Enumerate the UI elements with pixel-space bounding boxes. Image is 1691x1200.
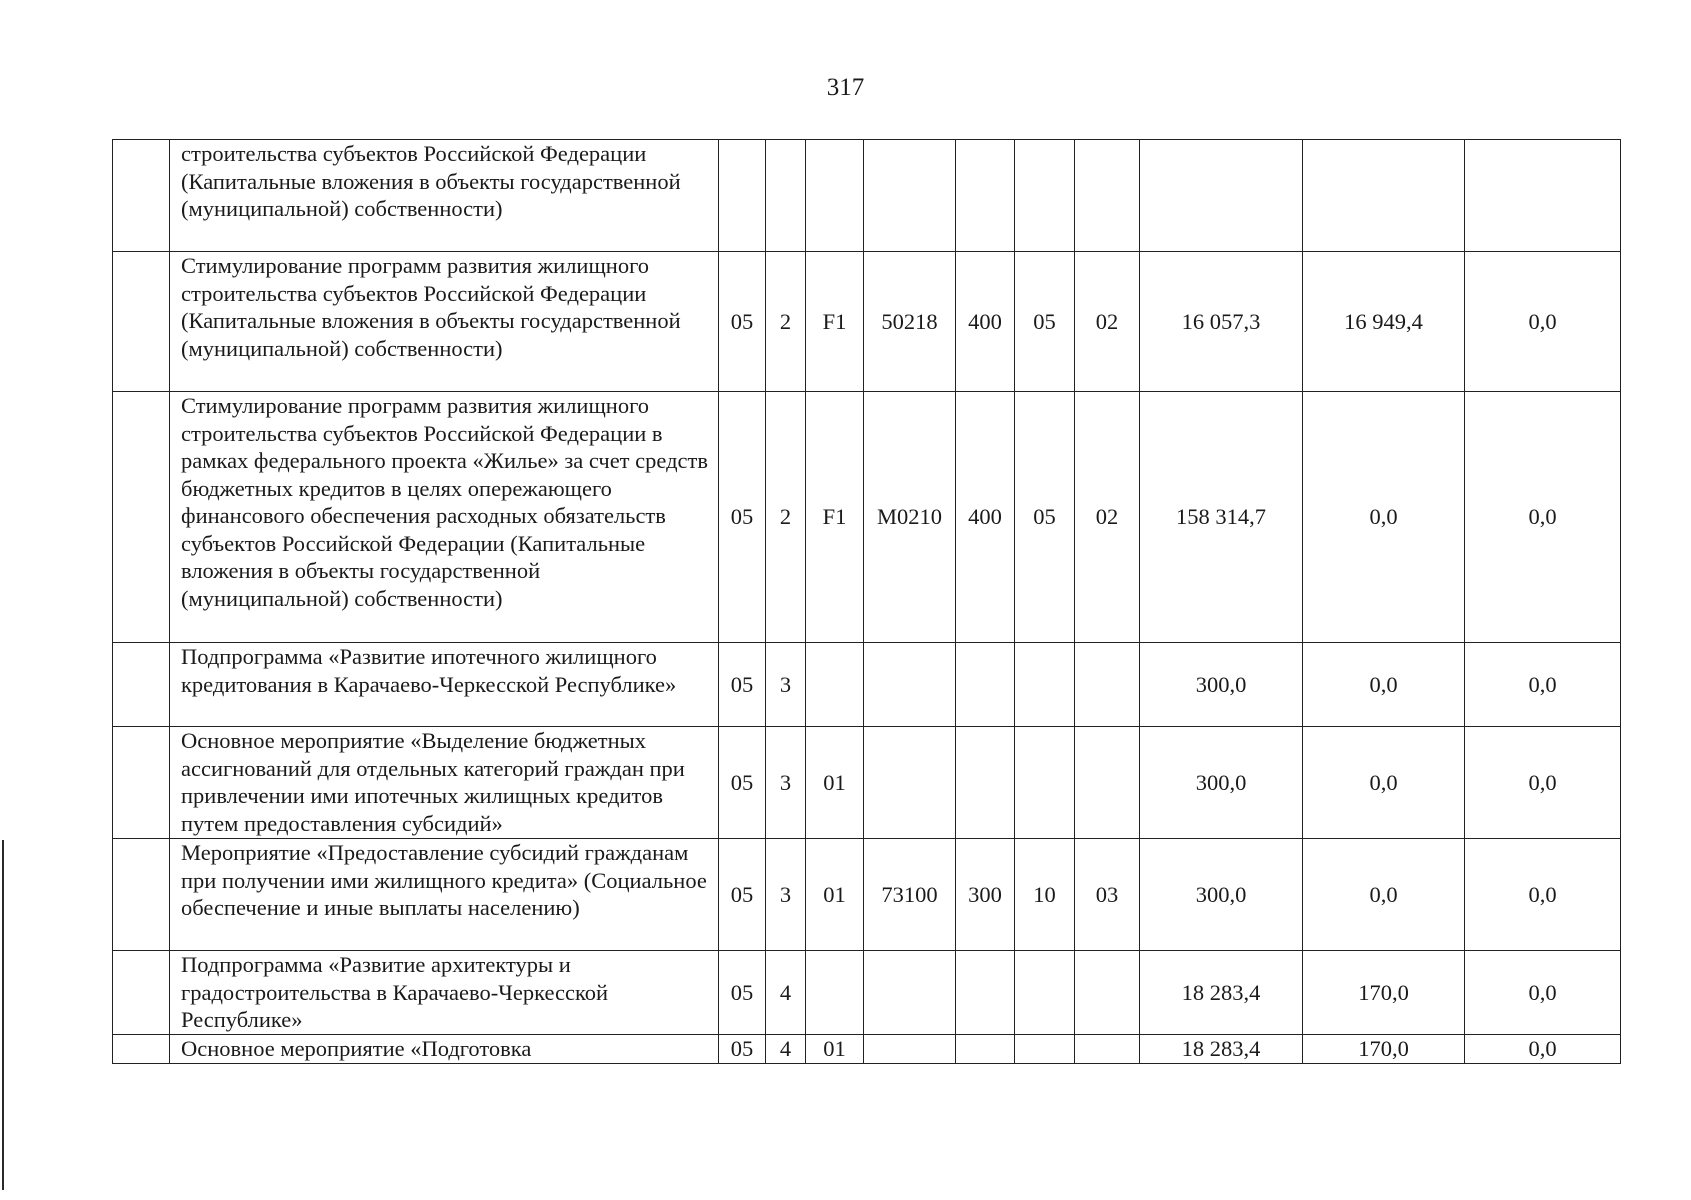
code-cell: 05 (719, 252, 766, 392)
amount-cell: 0,0 (1465, 643, 1621, 727)
description-cell: Стимулирование программ развития жилищного строительства субъектов Российской Федерации в рамках федерального проекта «Жилье» за счет средств бюджетных кредитов в целях опережающего финансового обеспечения расходных обязательств субъектов Российской Федерации (Капитальные вложения в объекты государственной (муниципальной) собственности) (170, 392, 719, 643)
code-cell: 3 (766, 643, 806, 727)
table-row (113, 140, 1621, 252)
row-number-cell (113, 727, 170, 839)
code-cell: 300 (956, 839, 1015, 951)
code-cell: 01 (806, 727, 864, 839)
amount-cell: 170,0 (1303, 951, 1465, 1035)
amount-cell: 300,0 (1140, 643, 1303, 727)
table-row (113, 1035, 1621, 1064)
page-number: 317 (826, 74, 865, 101)
code-cell: 4 (766, 1035, 806, 1064)
code-cell: 3 (766, 839, 806, 951)
row-number-cell (113, 392, 170, 643)
code-cell (1015, 140, 1075, 252)
code-cell (1075, 643, 1140, 727)
amount-cell: 0,0 (1465, 727, 1621, 839)
amount-cell (1140, 140, 1303, 252)
code-cell (956, 140, 1015, 252)
amount-cell: 158 314,7 (1140, 392, 1303, 643)
code-cell (1015, 1035, 1075, 1064)
code-cell (864, 643, 956, 727)
code-cell (956, 1035, 1015, 1064)
code-cell: 05 (719, 643, 766, 727)
budget-table (112, 139, 1621, 1064)
row-number-cell (113, 643, 170, 727)
code-cell (1015, 951, 1075, 1035)
amount-cell (1465, 140, 1621, 252)
code-cell: 05 (719, 392, 766, 643)
description-cell: строительства субъектов Российской Федерации (Капитальные вложения в объекты государственной (муниципальной) собственности) (170, 140, 719, 252)
code-cell: 3 (766, 727, 806, 839)
code-cell (864, 1035, 956, 1064)
row-number-cell (113, 1035, 170, 1064)
amount-cell: 0,0 (1465, 392, 1621, 643)
amount-cell: 0,0 (1303, 727, 1465, 839)
table-row (113, 951, 1621, 1035)
scan-edge-mark (2, 840, 4, 1190)
code-cell: 05 (1015, 392, 1075, 643)
description-cell: Мероприятие «Предоставление субсидий гражданам при получении ими жилищного кредита» (Социальное обеспечение и иные выплаты населению) (170, 839, 719, 951)
row-number-cell (113, 140, 170, 252)
code-cell: M0210 (864, 392, 956, 643)
amount-cell: 16 057,3 (1140, 252, 1303, 392)
code-cell: 2 (766, 392, 806, 643)
amount-cell: 18 283,4 (1140, 951, 1303, 1035)
table-row (113, 252, 1621, 392)
code-cell (1015, 643, 1075, 727)
code-cell: 02 (1075, 392, 1140, 643)
description-cell: Стимулирование программ развития жилищного строительства субъектов Российской Федерации (Капитальные вложения в объекты государственной (муниципальной) собственности) (170, 252, 719, 392)
amount-cell: 0,0 (1465, 951, 1621, 1035)
code-cell (806, 643, 864, 727)
code-cell: 05 (1015, 252, 1075, 392)
row-number-cell (113, 839, 170, 951)
code-cell: 50218 (864, 252, 956, 392)
description-cell: Основное мероприятие «Выделение бюджетных ассигнований для отдельных категорий граждан при привлечении ими ипотечных жилищных кредитов путем предоставления субсидий» (170, 727, 719, 839)
code-cell (719, 140, 766, 252)
description-cell: Подпрограмма «Развитие ипотечного жилищного кредитования в Карачаево-Черкесской Республике» (170, 643, 719, 727)
description-cell: Подпрограмма «Развитие архитектуры и градостроительства в Карачаево-Черкесской Республике» (170, 951, 719, 1035)
code-cell: 05 (719, 727, 766, 839)
amount-cell: 0,0 (1303, 643, 1465, 727)
row-number-cell (113, 951, 170, 1035)
code-cell (1075, 951, 1140, 1035)
table-row (113, 643, 1621, 727)
table-row (113, 392, 1621, 643)
code-cell (956, 951, 1015, 1035)
code-cell: 400 (956, 252, 1015, 392)
code-cell: 03 (1075, 839, 1140, 951)
code-cell: 2 (766, 252, 806, 392)
table-row (113, 727, 1621, 839)
amount-cell: 18 283,4 (1140, 1035, 1303, 1064)
amount-cell: 0,0 (1303, 392, 1465, 643)
code-cell: 73100 (864, 839, 956, 951)
code-cell (1015, 727, 1075, 839)
code-cell (766, 140, 806, 252)
code-cell: 400 (956, 392, 1015, 643)
code-cell (956, 727, 1015, 839)
code-cell: 05 (719, 951, 766, 1035)
code-cell: 01 (806, 1035, 864, 1064)
code-cell (1075, 140, 1140, 252)
amount-cell: 300,0 (1140, 727, 1303, 839)
code-cell: F1 (806, 252, 864, 392)
row-number-cell (113, 252, 170, 392)
amount-cell: 16 949,4 (1303, 252, 1465, 392)
amount-cell (1303, 140, 1465, 252)
code-cell (1075, 1035, 1140, 1064)
code-cell: 10 (1015, 839, 1075, 951)
code-cell (864, 951, 956, 1035)
amount-cell: 0,0 (1465, 839, 1621, 951)
description-cell: Основное мероприятие «Подготовка (170, 1035, 719, 1064)
amount-cell: 0,0 (1465, 252, 1621, 392)
code-cell: 02 (1075, 252, 1140, 392)
amount-cell: 0,0 (1465, 1035, 1621, 1064)
code-cell (864, 727, 956, 839)
amount-cell: 300,0 (1140, 839, 1303, 951)
code-cell: 4 (766, 951, 806, 1035)
code-cell: F1 (806, 392, 864, 643)
code-cell (864, 140, 956, 252)
code-cell (806, 951, 864, 1035)
code-cell (806, 140, 864, 252)
code-cell: 05 (719, 839, 766, 951)
table-body (113, 140, 1621, 1064)
code-cell (956, 643, 1015, 727)
code-cell: 05 (719, 1035, 766, 1064)
amount-cell: 170,0 (1303, 1035, 1465, 1064)
code-cell (1075, 727, 1140, 839)
code-cell: 01 (806, 839, 864, 951)
table-row (113, 839, 1621, 951)
amount-cell: 0,0 (1303, 839, 1465, 951)
